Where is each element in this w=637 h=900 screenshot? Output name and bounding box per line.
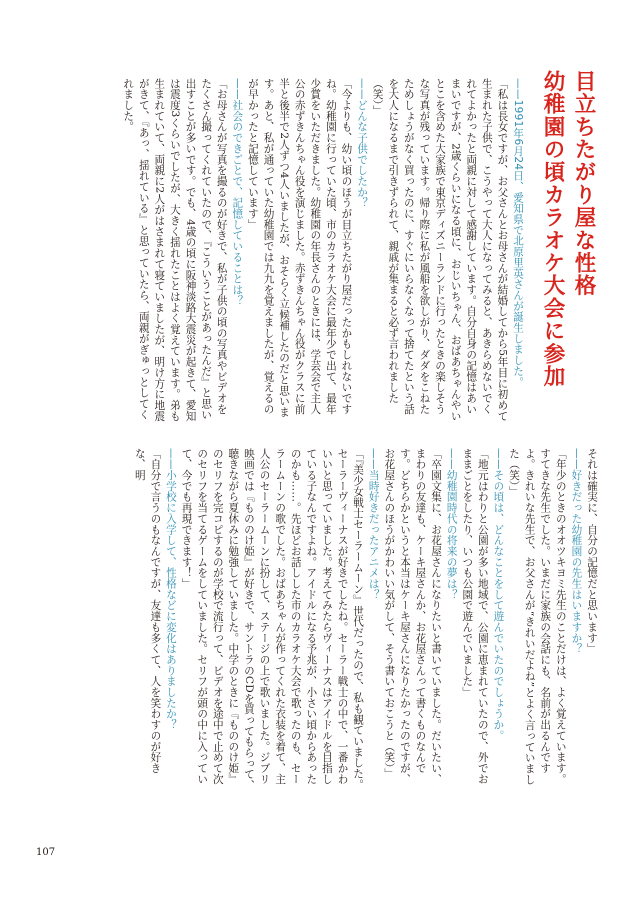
- question: ——その頃は、どんなことをして遊んでいたのでしょうか。: [492, 448, 505, 741]
- answer: 「年少のときのオオツキヨミ先生のことだけは、よく覚えています。すてきな先生でした。いまだに家族の会話にも、名前が出るんですよ。きれいな先生で、お父さんが“きれいだよね”とよく言っていました（笑）」: [508, 448, 567, 785]
- question: ——1991年6月24日、愛知県で北原里英さんが誕生しました。: [512, 78, 524, 388]
- question: ——小学校に入学して、性格などに変化はありましたか？: [164, 448, 177, 731]
- answer: 「今よりも、幼い頃のほうが目立ちたがり屋だったかもしれないですね。幼稚園に行っていた頃、市のカラオケ大会に最年少で出て、最年少賞をいただきました。幼稚園の年長さんのときには、学芸会で主人公の赤ずきんちゃん役を演じました。赤ずきんちゃん役がクラスに前半と後半で2人ずつ4人いましたが、おそらく立候補したのだと思います。あと、私が通っていた幼稚園では九九を覚えましたが、覚えるのが早かったと記憶しています」: [246, 78, 353, 418]
- question: ——社会のできごとで、記憶していることは？: [231, 78, 244, 306]
- article-title: [537, 70, 599, 388]
- page-number: 107: [36, 847, 56, 858]
- question: ——どんな子供でしたか？: [356, 78, 369, 209]
- answer: 「私は長女ですが、お父さんとお母さんが結婚してから5年目に初めて生まれた子供で、こうやって大人になってみると、あきらめないでくれてよかったと両親に対して感謝しています。自分自身の記憶はあいまいですが、2歳くらいになる頃に、おじいちゃん、おばあちゃんやいとこを含めた大家族で東京ディズニーランドに行ったときの楽しそうな写真が残っています。帰り際に私が風船を欲しがり、ダダをこねたためしょうがなく買ったのに、すぐにいらなくなって捨てたという話を大人になるまで引きずられて、親戚が集まると必ず言われました（笑）」: [371, 78, 509, 422]
- top-text-block: [120, 78, 525, 422]
- question: ——好きだった幼稚園の先生はいますか？: [570, 448, 583, 655]
- title-line-2: 幼稚園の頃カラオケ大会に参加: [540, 70, 565, 388]
- answer: 「お母さんが写真を撮るのが好きで、私が子供の頃の写真やビデオをたくさん撮ってくれていたので、『こういうことがあったんだ』と思い出すことが多いです。でも、4歳の頃に阪神淡路大震災が起きて、愛知は震度3くらいでしたが、大きく揺れたことはよく覚えています。弟も生まれていて、両親に2人がはさまれて寝ていましたが、明け方に地震がきて、『あっ、揺れている』と思っていたら、両親がぎゅっとしてくれました。: [122, 78, 228, 422]
- title-line-1: 目立ちたがり屋な性格: [571, 70, 596, 297]
- question: ——幼稚園時代の将来の夢は？: [445, 448, 458, 600]
- answer: それは確実に、自分の記憶だと思います」: [586, 448, 598, 655]
- answer: 「地元はわりと公園が多い地域で、公園に恵まれていたので、外でおままごとをしたり、いつも公園で遊んでいました」: [461, 448, 489, 785]
- question: ——当時好きだったアニメは？: [367, 448, 380, 600]
- answer: 「自分で言うのもなんですが、友達も多くて、人を笑わすのが好きな、明: [133, 448, 162, 774]
- answer: 「卒園文集に、お花屋さんになりたいと書いていました。だいたい、まわりの友達も、ケーキ屋さんか、お花屋さんって書くものなんです。どちらかというと本当はケーキ屋さんになりたかったのですが、お花屋さんのほうがかわいい気がして、そう書いておこうと（笑）」: [383, 448, 443, 785]
- bottom-text-block: [131, 448, 599, 794]
- answer: 「『美少女戦士セーラームーン』世代だったので、私も観ていました。セーラーヴィーナスが好きでしたね。セーラー戦士の中で、一番かわいいと思っていました。考えてみたらヴィーナスはアイドルを目指している子なんですよね。アイドルになる予兆が、小さい頃からあったのかも……。先ほどお話しした市のカラオケ大会で歌ったのも、セーラームーンの歌でした。おばあちゃんが作ってくれた衣装を着て、主人公のセーラームーンに扮して、ステージの上で歌いました。ジブリ映画では『もののけ姫』が好きで、サントラのCDを買ってもらって、聴きながら夏休みに勉強していました。中学のときに『もののけ姫』のセリフを完コピするのが学校で流行って、ビデオを途中で止めて次のセリフを当てるゲームをしていました。セリフが頭の中に入っていて、今でも再現できます！」: [180, 448, 365, 791]
